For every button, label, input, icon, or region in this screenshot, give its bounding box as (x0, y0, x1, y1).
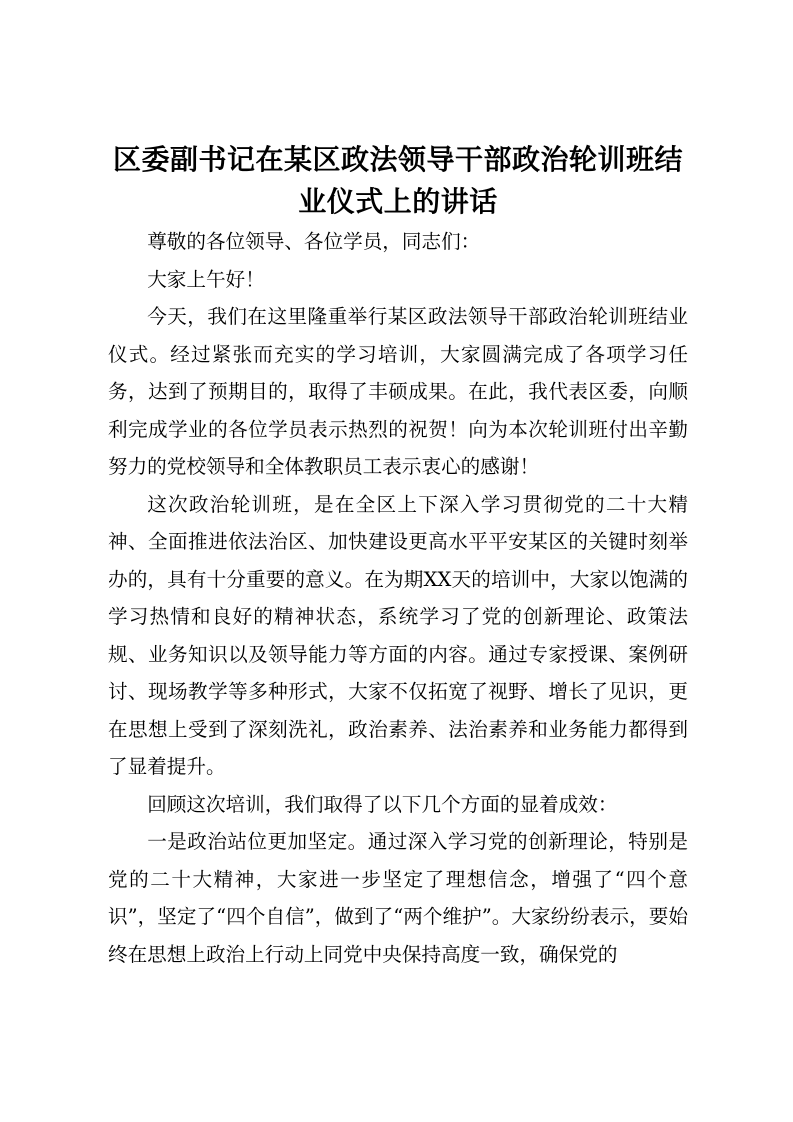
body-paragraph: 这次政治轮训班，是在全区上下深入学习贯彻党的二十大精神、全面推进依法治区、加快建设更高水平平安某区的关键时刻举办的，具有十分重要的意义。在为期XX天的培训中，大家以饱满的学习热情和良好的精神状态，系统学习了党的创新理论、政策法规、业务知识以及领导能力等方面的内容。通过专家授课、案例研讨、现场教学等多种形式，大家不仅拓宽了视野、增长了见识，更在思想上受到了深刻洗礼，政治素养、法治素养和业务能力都得到了显着提升。 (108, 492, 688, 778)
salutation-paragraph: 尊敬的各位领导、各位学员，同志们： (147, 230, 481, 253)
document-title: 区委副书记在某区政法领导干部政治轮训班结业仪式上的讲话 (112, 143, 683, 218)
body-paragraph: 今天，我们在这里隆重举行某区政法领导干部政治轮训班结业仪式。经过紧张而充实的学习培训，大家圆满完成了各项学习任务，达到了预期目的，取得了丰硕成果。在此，我代表区委，向顺利完成学业的各位学员表示热烈的祝贺！向为本次轮训班付出辛勤努力的党校领导和全体教职员工表示衷心的感谢！ (108, 305, 688, 478)
body-paragraph: 回顾这次培训，我们取得了以下几个方面的显着成效： (147, 792, 618, 816)
body-paragraph: 一是政治站位更加坚定。通过深入学习党的创新理论，特别是党的二十大精神，大家进一步坚定了理想信念，增强了“四个意识”，坚定了“四个自信”，做到了“两个维护”。大家纷纷表示，要始终在思想上政治上行动上同党中央保持高度一致，确保党的 (108, 830, 688, 966)
document-body (108, 139, 688, 973)
greeting-paragraph: 大家上午好！ (147, 267, 265, 291)
